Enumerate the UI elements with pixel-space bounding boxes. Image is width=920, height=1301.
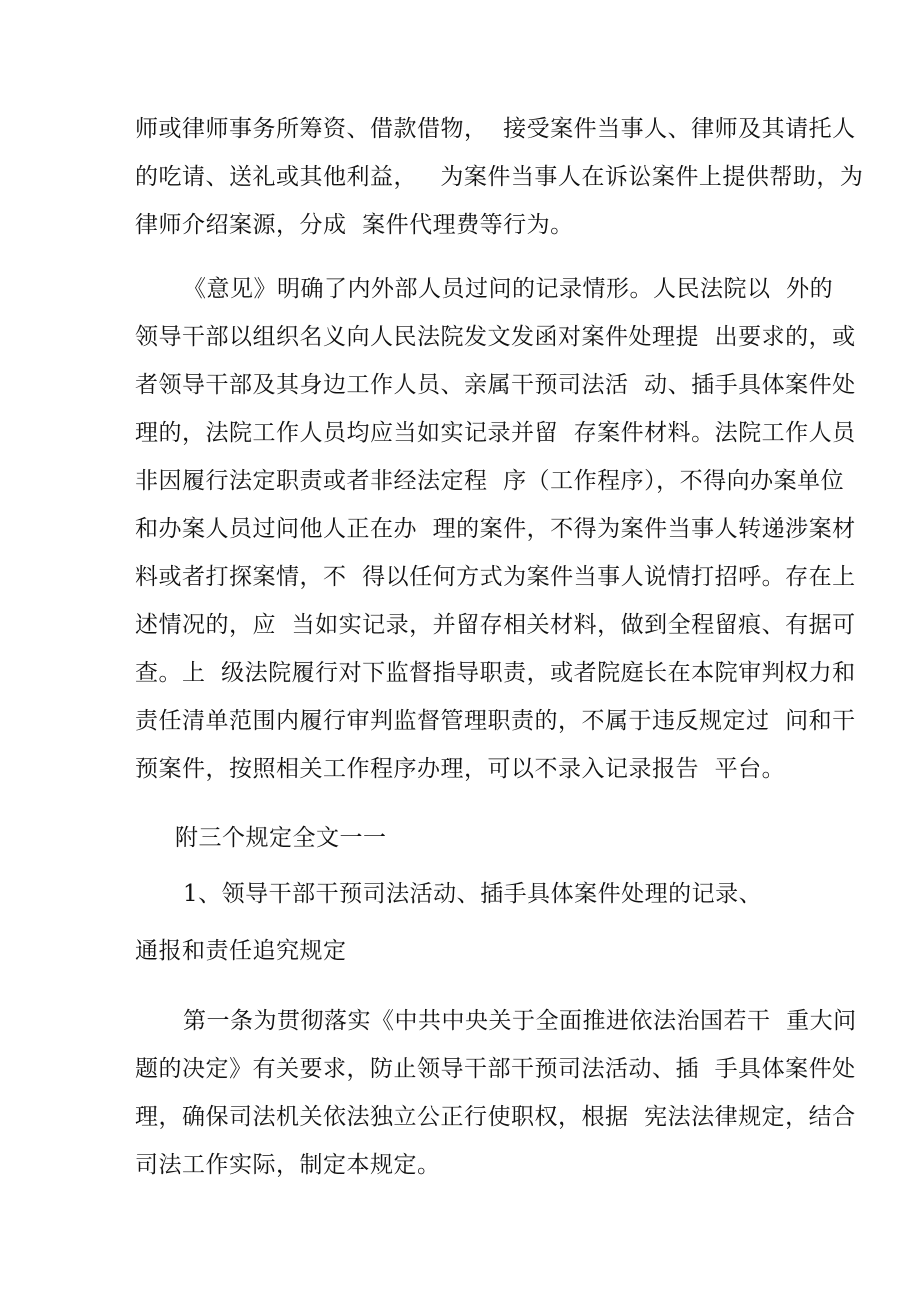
- text-line: 通报和责任追究规定: [135, 938, 347, 964]
- text-line: 司法工作实际，制定本规定。: [135, 1152, 441, 1178]
- text-line: 题的决定》有关要求，防止领导干部干预司法活动、插 手具体案件处: [135, 1056, 856, 1082]
- text-line: 领导干部以组织名义向人民法院发文发函对案件处理提 出要求的，或: [135, 324, 856, 350]
- text-line: 律师介绍案源，分成 案件代理费等行为。: [135, 212, 574, 238]
- text-line: 料或者打探案情，不 得以任何方式为案件当事人说情打招呼。存在上: [135, 564, 856, 590]
- text-line: 理的，法院工作人员均应当如实记录并留 存案件材料。法院工作人员: [135, 420, 856, 446]
- text-line: 《意见》明确了内外部人员过问的记录情形。人民法院以 外的: [183, 276, 834, 302]
- text-line: 的吃请、送礼或其他利益， 为案件当事人在诉讼案件上提供帮助，为: [135, 164, 864, 190]
- text-line: 预案件，按照相关工作程序办理，可以不录入记录报告 平台。: [135, 756, 786, 782]
- text-line: 理，确保司法机关依法独立公正行使职权，根据 宪法法律规定，结合: [135, 1104, 856, 1130]
- text-line: 非因履行法定职责或者非经法定程 序（工作程序），不得向办案单位: [135, 468, 845, 494]
- text-line: 责任清单范围内履行审判监督管理职责的，不属于违反规定过 问和干: [135, 708, 856, 734]
- text-line: 查。上 级法院履行对下监督指导职责，或者院庭长在本院审判权力和: [135, 660, 856, 686]
- text-line: 和办案人员过问他人正在办 理的案件，不得为案件当事人转递涉案材: [135, 516, 856, 542]
- text-line: 附三个规定全文一一: [175, 825, 387, 851]
- text-line: 1、领导干部干预司法活动、插手具体案件处理的记录、: [183, 881, 763, 907]
- text-line: 第一条为贯彻落实《中共中央关于全面推进依法治国若干 重大问: [183, 1008, 857, 1034]
- text-line: 述情况的，应 当如实记录，并留存相关材料，做到全程留痕、有据可: [135, 612, 856, 638]
- text-line: 师或律师事务所筹资、借款借物， 接受案件当事人、律师及其请托人: [135, 116, 856, 142]
- text-line: 者领导干部及其身边工作人员、亲属干预司法活 动、插手具体案件处: [135, 372, 856, 398]
